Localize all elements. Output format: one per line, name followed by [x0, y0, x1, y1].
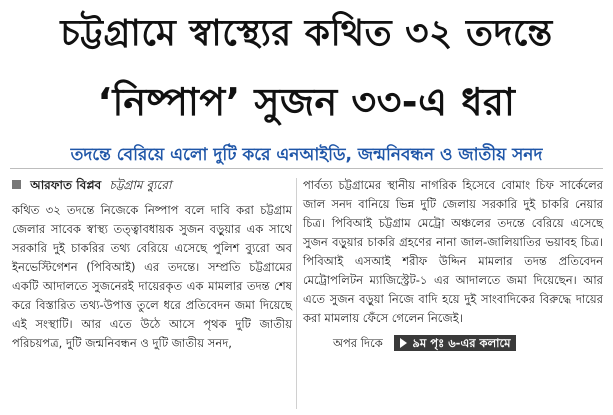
square-bullet-icon [12, 180, 21, 189]
byline-name: আরফাত বিপ্লব [30, 178, 102, 192]
subheadline: তদন্তে বেরিয়ে এলো দুটি করে এনআইডি, জন্মনিবন্ধন ও জাতীয় সনদ [70, 145, 543, 165]
triangle-right-icon [400, 338, 407, 348]
headline-line-2: ‘নিষ্পাপ’ সুজন ৩৩-এ ধরা [97, 80, 516, 124]
right-column [303, 176, 603, 353]
column-divider [296, 178, 297, 409]
continuation-ref [394, 335, 516, 351]
divider-rule [10, 168, 603, 169]
body-left-paragraph: কথিত ৩২ তদন্তে নিজেকে নিষ্পাপ বলে দাবি করা চট্টগ্রাম জেলার সাবেক স্বাস্থ্য তত্ত্বাবধায়ক সুজন বড়ুয়ার এক সাথে সরকারি দুই চাকরির তথ্য বেরিয়ে এসেছে পুলিশ ব্যুরো অব ইনভেস্টিগেশন (পিবিআই) এর তদন্তে। সম্প্রতি চট্টগ্রামের একটি আদালতে সুজনেরই দায়েরকৃত এক মামলার তদন্ত শেষ করে বিস্তারিত তথ্য-উপাত্ত তুলে ধরে প্রতিবেদন জমা দিয়েছে এই সংস্থাটি। আর এতে উঠে আসে পৃথক দুটি জাতীয় পরিচয়পত্র, দুটি জন্মনিবন্ধন ও দুটি জাতীয় সনদ, [12, 203, 292, 350]
left-column [12, 176, 292, 353]
body-right-paragraph: পার্বত্য চট্টগ্রামের স্থানীয় নাগরিক হিসেবে বোমাং চিফ সার্কেলের জাল সনদ বানিয়ে ভিন্ন দুটি জেলায় সরকারি দুই চাকরি নেয়ার চিত্র। পিবিআই চট্টগ্রাম মেট্রো অঞ্চলের তদন্তে বেরিয়ে এসেছে সুজন বড়ুয়ার চাকরি গ্রহণের নানা জাল-জালিয়াতির ভয়াবহ চিত্র। পিবিআই এসআই শরীফ উদ্দিন মামলার তদন্ত প্রতিবেদন মেট্রোপলিটন ম্যাজিস্ট্রেট-১ এর আদালতে জমা দিয়েছেন। আর এতে সুজন বড়ুয়া নিজে বাদি হয়ে দুই সাংবাদিকের বিরুদ্ধে দায়ের করা মামলায় ফেঁসে গেলেন নিজেই। [303, 178, 603, 325]
byline [12, 176, 292, 195]
continuation-label: অপর দিকে [333, 336, 383, 350]
continuation-ref-text: ৯ম পৃঃ ৬-এর কলামে [412, 336, 511, 350]
headline-line-1: চট্টগ্রামে স্বাস্থ্যের কথিত ৩২ তদন্তে [60, 13, 553, 54]
byline-bureau: চট্টগ্রাম ব্যুরো [109, 178, 172, 192]
continuation-line [303, 334, 603, 353]
